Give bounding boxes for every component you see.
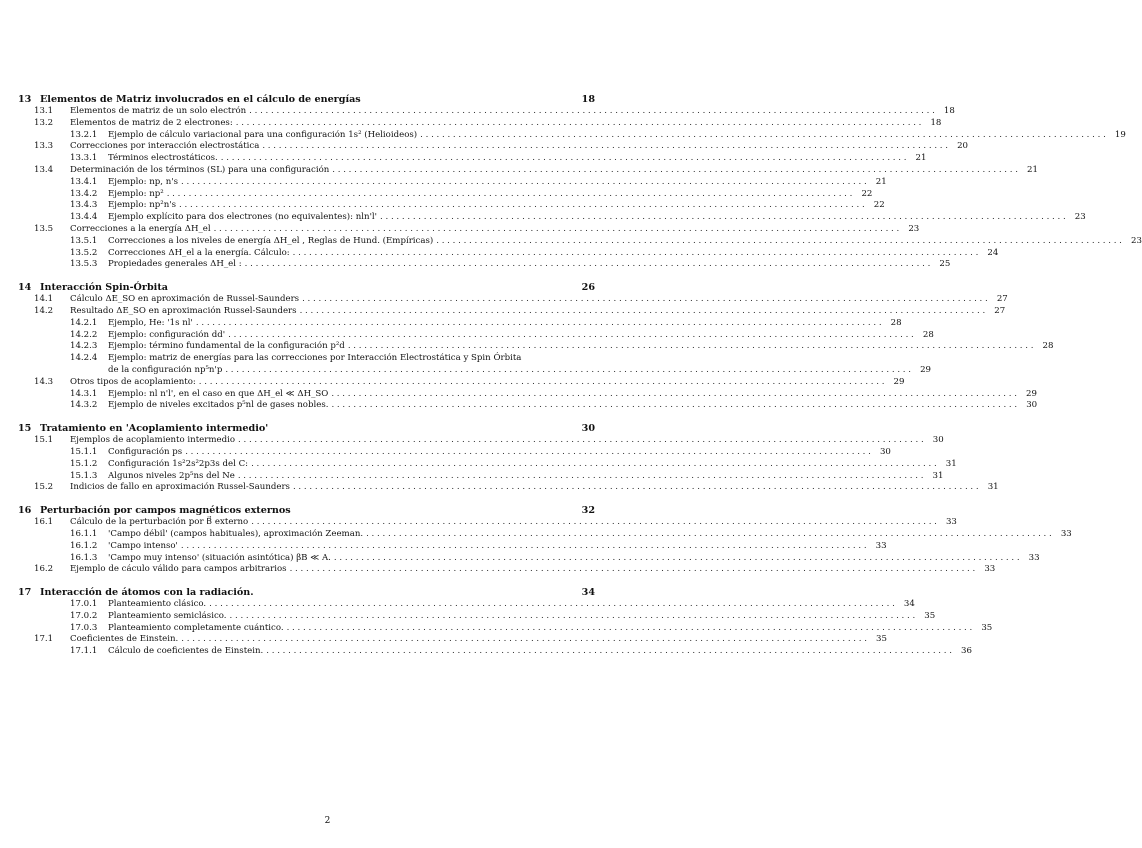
entry-title: Correcciones por interacción electrostática	[70, 141, 260, 152]
leader-dots	[287, 564, 976, 576]
chapter-gap	[18, 494, 595, 504]
leader-dots	[248, 459, 937, 471]
entry-number: 14.3.2	[70, 400, 98, 411]
entry-number: 13.3.1	[70, 153, 98, 164]
toc-subsection[interactable]	[18, 176, 887, 189]
leader-dots	[206, 599, 895, 611]
chapter-number: 15	[18, 423, 32, 435]
entry-title: 'Campo muy intenso' (situación asintótica) βB ≪ A.	[108, 552, 331, 563]
toc-subsection[interactable]	[18, 458, 957, 471]
entry-page: 21	[1027, 164, 1038, 175]
entry-number: 15.1.1	[70, 446, 98, 457]
toc-section[interactable]	[18, 141, 969, 153]
entry-title: Cálculo de la perturbación por B⃗ externo	[70, 517, 249, 528]
entry-number: 13.1	[34, 106, 54, 116]
chapter-title: Interacción Spin-Órbita	[40, 282, 168, 294]
entry-page: 29	[893, 376, 905, 387]
page-number: 2	[324, 816, 331, 826]
entry-page: 33	[875, 540, 887, 551]
toc-section[interactable]	[18, 106, 955, 118]
entry-page: 35	[924, 610, 936, 621]
chapter-page: 18	[581, 94, 595, 105]
entry-number: 13.4	[34, 164, 54, 175]
entry-page: 18	[930, 117, 942, 128]
chapter-gap	[18, 412, 595, 422]
leader-dots	[193, 318, 882, 330]
toc-section[interactable]	[18, 117, 942, 130]
entry-title: Términos electrostáticos.	[108, 153, 218, 164]
entry-title: Ejemplo de cáculo válido para campos arbitrarios	[70, 564, 287, 575]
toc-subsection[interactable]	[18, 317, 902, 330]
entry-page: 33	[1060, 528, 1072, 539]
entry-page: 33	[1028, 552, 1040, 563]
entry-number: 17.1	[34, 634, 54, 645]
entry-number: 14.2.3	[70, 341, 98, 352]
leader-dots	[182, 447, 871, 459]
chapter-heading[interactable]	[18, 422, 595, 435]
entry-number: 17.0.1	[70, 599, 98, 610]
toc-subsection[interactable]	[18, 528, 1072, 541]
chapter-heading[interactable]	[18, 93, 595, 106]
toc-subsection[interactable]	[18, 552, 1040, 565]
leader-dots	[377, 212, 1066, 224]
toc-section[interactable]	[18, 564, 996, 576]
entry-title: Configuración 1s²2s²2p3s del C:	[108, 458, 249, 469]
entry-title: Ejemplo, He: '1s nl'	[108, 317, 193, 328]
entry-title: Ejemplos de acoplamiento intermedio	[70, 435, 236, 446]
toc-subsection[interactable]	[18, 400, 1038, 412]
entry-page: 20	[957, 141, 969, 152]
leader-dots	[329, 165, 1018, 177]
leader-dots	[235, 435, 924, 447]
entry-page: 29	[920, 364, 931, 375]
toc-subsection[interactable]	[18, 388, 1037, 401]
entry-page: 29	[1026, 388, 1037, 399]
leader-dots	[299, 294, 988, 306]
chapter-number: 16	[18, 505, 32, 517]
toc-subsection[interactable]	[18, 646, 972, 658]
entry-number: 16.1.2	[70, 540, 98, 551]
entry-page: 25	[939, 259, 951, 270]
chapter-number: 17	[18, 587, 32, 599]
chapter-title: Elementos de Matriz involucrados en el cálculo de energías	[40, 94, 361, 105]
entry-number: 16.1.1	[70, 528, 98, 539]
leader-dots	[433, 236, 1122, 248]
toc-subsection[interactable]	[18, 540, 887, 553]
entry-title: Coeficientes de Einstein.	[70, 634, 179, 645]
entry-number: 17.1.1	[70, 646, 98, 657]
entry-number: 14.2.1	[70, 317, 98, 328]
chapter-page: 26	[581, 282, 595, 294]
chapter-page: 34	[581, 587, 595, 599]
entry-page: 31	[932, 470, 944, 481]
toc-subsection[interactable]	[18, 622, 993, 635]
toc-section[interactable]	[18, 376, 905, 389]
entry-title: Ejemplo de cálculo variacional para una configuración 1s² (Helioideos)	[108, 129, 418, 140]
entry-number: 13.4.1	[70, 176, 98, 187]
chapter-title: Tratamiento en 'Acoplamiento intermedio'	[40, 423, 269, 435]
entry-number: 16.2	[34, 564, 54, 575]
entry-title: Propiedades generales ΔH_el :	[108, 259, 242, 270]
toc-subsection[interactable]	[18, 599, 915, 611]
leader-dots	[242, 259, 931, 271]
chapter-heading[interactable]	[18, 281, 595, 294]
leader-dots	[363, 529, 1052, 541]
entry-title: 'Campo intenso'	[108, 540, 178, 551]
chapter-heading[interactable]	[18, 504, 595, 517]
entry-title: Ejemplo: np²n's	[108, 200, 177, 211]
entry-title: Resultado ΔE_SO en aproximación Russel-Saunders	[70, 305, 297, 316]
leader-dots	[259, 141, 948, 153]
toc-subsection[interactable]	[18, 188, 873, 201]
entry-title: Indicios de fallo en aproximación Russel-Saunders	[70, 482, 290, 493]
entry-title: Ejemplo explícito para dos electrones (no equivalentes): nln'l'	[108, 212, 378, 223]
entry-page: 18	[943, 106, 955, 116]
entry-title: Otros tipos de acoplamiento:	[70, 376, 196, 387]
entry-title: Planteamiento semiclásico.	[108, 610, 227, 621]
entry-page: 28	[922, 329, 934, 340]
entry-title: Correcciones ΔH_el a la energía. Cálculo:	[108, 247, 290, 258]
entry-title: Cálculo de coeficientes de Einstein.	[108, 646, 264, 657]
entry-number: 14.2.2	[70, 329, 98, 340]
entry-page: 34	[903, 599, 915, 610]
entry-title: Ejemplo de niveles excitados p⁵nl de gases nobles.	[108, 400, 329, 411]
leader-dots	[164, 189, 853, 201]
entry-number: 13.5.1	[70, 235, 98, 246]
toc-section[interactable]	[18, 305, 1006, 318]
entry-title: Configuración ps	[108, 446, 183, 457]
entry-number: 15.2	[34, 482, 54, 493]
entry-number: 14.2.4	[70, 353, 98, 364]
leader-dots	[211, 224, 900, 236]
entry-page: 31	[945, 458, 957, 469]
toc-subsection-continued	[18, 364, 931, 377]
chapter-number: 14	[18, 282, 32, 294]
leader-dots	[178, 541, 867, 553]
entry-number: 15.1.3	[70, 470, 98, 481]
entry-page: 28	[1042, 341, 1054, 352]
chapter-heading[interactable]	[18, 586, 595, 599]
toc-subsection[interactable]	[18, 153, 927, 165]
toc-subsection[interactable]	[18, 353, 595, 365]
entry-title: Ejemplo: término fundamental de la configuración p²d	[108, 341, 345, 352]
entry-number: 15.1.2	[70, 458, 98, 469]
chapter-page: 30	[581, 423, 595, 435]
entry-page: 21	[915, 153, 927, 164]
entry-page: 31	[987, 482, 999, 493]
entry-title-continued: de la configuración np⁵n'p	[108, 364, 223, 375]
toc-section[interactable]	[18, 164, 1038, 177]
entry-page: 30	[879, 446, 891, 457]
leader-dots	[235, 471, 924, 483]
entry-page: 24	[987, 247, 999, 258]
toc-section[interactable]	[18, 223, 920, 236]
chapter-number: 13	[18, 94, 32, 105]
toc-subsection[interactable]	[18, 610, 936, 623]
entry-page: 23	[1074, 212, 1086, 223]
toc-section[interactable]	[18, 517, 957, 529]
toc-subsection[interactable]	[18, 247, 999, 260]
toc-subsection[interactable]	[18, 329, 934, 342]
entry-page: 19	[1114, 129, 1126, 140]
toc-section[interactable]	[18, 482, 999, 494]
entry-page: 35	[981, 622, 993, 633]
entry-page: 33	[945, 517, 957, 528]
leader-dots	[225, 330, 914, 342]
entry-number: 13.5.2	[70, 247, 98, 258]
leader-dots	[227, 611, 916, 623]
entry-page: 33	[984, 564, 996, 575]
entry-number: 13.4.4	[70, 212, 98, 223]
entry-title: Ejemplo: matriz de energías para las correcciones por Interacción Electrostática y Spin Órbita	[108, 353, 522, 364]
entry-title: 'Campo débil' (campos habituales), aproximación Zeeman.	[108, 528, 364, 539]
leader-dots	[246, 106, 935, 118]
leader-dots	[290, 248, 979, 260]
entry-number: 13.5	[34, 223, 54, 234]
entry-number: 16.1.3	[70, 552, 98, 563]
entry-page: 23	[908, 223, 920, 234]
entry-number: 14.1	[34, 294, 54, 305]
entry-number: 13.3	[34, 141, 54, 152]
entry-title: Algunos niveles 2p⁵ns del Ne	[108, 470, 235, 481]
entry-page: 22	[873, 200, 885, 211]
entry-number: 13.4.2	[70, 188, 98, 199]
entry-number: 17.0.3	[70, 622, 98, 633]
toc-subsection[interactable]	[18, 446, 891, 459]
entry-title: Ejemplo: configuración dd'	[108, 329, 226, 340]
entry-number: 17.0.2	[70, 610, 98, 621]
entry-title: Elementos de matriz de un solo electrón	[70, 106, 247, 116]
entry-number: 16.1	[34, 517, 54, 528]
toc-section[interactable]	[18, 435, 944, 447]
leader-dots	[331, 553, 1020, 565]
leader-dots	[176, 200, 865, 212]
leader-dots	[263, 646, 952, 658]
entry-title: Correcciones a los niveles de energía ΔH_el , Reglas de Hund. (Empíricas)	[108, 235, 434, 246]
leader-dots	[284, 623, 973, 635]
leader-dots	[178, 177, 867, 189]
leader-dots	[218, 153, 907, 165]
toc-section[interactable]	[18, 294, 1008, 306]
entry-title: Ejemplo: np, n's	[108, 176, 179, 187]
leader-dots	[222, 365, 911, 377]
entry-title: Planteamiento clásico.	[108, 599, 207, 610]
toc-subsection[interactable]	[18, 235, 1142, 248]
entry-number: 14.2	[34, 305, 54, 316]
entry-number: 13.2.1	[70, 129, 98, 140]
chapter-page: 32	[581, 505, 595, 517]
entry-title: Elementos de matriz de 2 electrones:	[70, 117, 233, 128]
entry-number: 14.3	[34, 376, 54, 387]
entry-number: 13.5.3	[70, 259, 98, 270]
toc-subsection[interactable]	[18, 341, 1054, 353]
leader-dots	[297, 306, 986, 318]
leader-dots	[328, 389, 1017, 401]
entry-number: 14.3.1	[70, 388, 98, 399]
entry-page: 23	[1130, 235, 1142, 246]
entry-page: 22	[861, 188, 873, 199]
table-of-contents	[18, 93, 1142, 658]
leader-dots	[417, 130, 1106, 142]
toc-subsection[interactable]	[18, 470, 944, 483]
toc-subsection[interactable]	[18, 129, 1126, 142]
entry-number: 13.4.3	[70, 200, 98, 211]
entry-page: 21	[875, 176, 887, 187]
toc-subsection[interactable]	[18, 259, 951, 271]
leader-dots	[178, 634, 867, 646]
entry-page: 28	[890, 317, 902, 328]
chapter-title: Interacción de átomos con la radiación.	[40, 587, 254, 599]
entry-page: 36	[961, 646, 972, 657]
toc-subsection[interactable]	[18, 200, 885, 212]
leader-dots	[196, 377, 885, 389]
leader-dots	[248, 517, 937, 529]
entry-page: 27	[994, 305, 1006, 316]
chapter-gap	[18, 271, 595, 281]
leader-dots	[345, 341, 1034, 353]
toc-section[interactable]	[18, 634, 887, 646]
chapter-gap	[18, 576, 595, 586]
entry-number: 15.1	[34, 435, 54, 446]
leader-dots	[290, 482, 979, 494]
leader-dots	[233, 118, 922, 130]
entry-title: Ejemplo: nl n'l', en el caso en que ΔH_el ≪ ΔH_SO	[108, 388, 329, 399]
entry-title: Ejemplo: np²	[108, 188, 164, 199]
entry-page: 30	[1026, 400, 1038, 411]
entry-page: 27	[996, 294, 1008, 305]
entry-page: 35	[876, 634, 887, 645]
entry-title: Correcciones a la energía ΔH_el	[70, 223, 211, 234]
entry-title: Planteamiento completamente cuántico.	[108, 622, 284, 633]
leader-dots	[328, 400, 1017, 412]
chapter-title: Perturbación por campos magnéticos externos	[40, 505, 291, 517]
entry-page: 30	[932, 435, 944, 446]
entry-title: Determinación de los términos (SL) para una configuración	[70, 164, 330, 175]
entry-number: 13.2	[34, 117, 54, 128]
toc-subsection[interactable]	[18, 212, 1086, 224]
entry-title: Cálculo ΔE_SO en aproximación de Russel-Saunders	[70, 294, 300, 305]
